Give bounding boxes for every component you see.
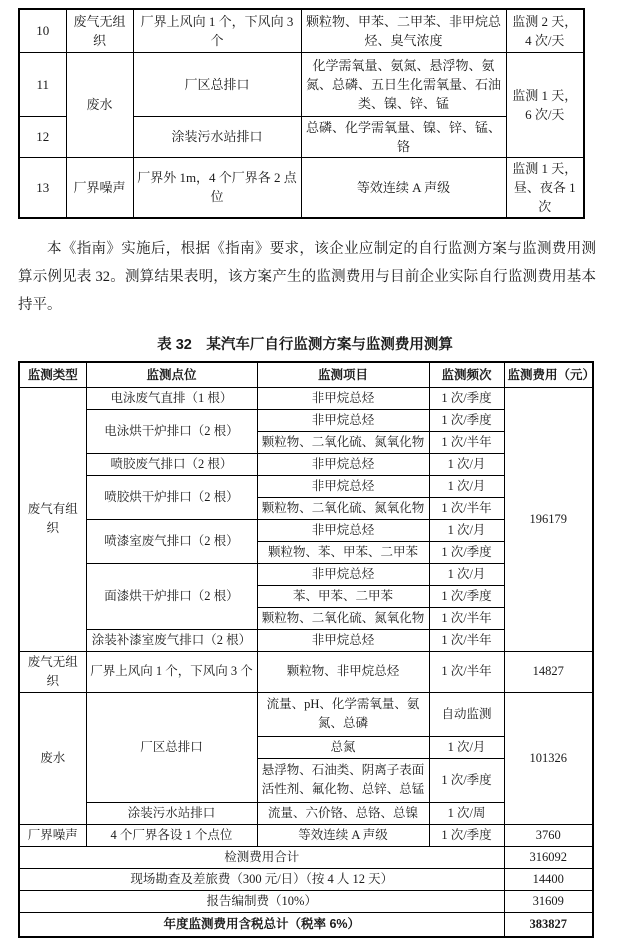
table-cell: 非甲烷总烃 [257, 563, 429, 585]
table-cell: 14827 [504, 651, 593, 692]
table-cell: 监测 1 天，6 次/天 [506, 52, 584, 157]
table-cell: 厂界外 1m，4 个厂界各 2 点位 [133, 157, 301, 218]
table-cell: 1 次/季度 [429, 824, 504, 846]
table-cell: 涂装污水站排口 [86, 802, 257, 824]
table-32-monitoring-plan-and-cost [18, 361, 594, 938]
table-cell: 1 次/半年 [429, 629, 504, 651]
table-cell: 悬浮物、石油类、阴离子表面活性剂、氟化物、总锌、总锰 [257, 758, 429, 802]
table-cell: 颗粒物、甲苯、二甲苯、非甲烷总烃、臭气浓度 [301, 9, 506, 52]
table-cell: 13 [19, 157, 66, 218]
table-cell: 1 次/季度 [429, 758, 504, 802]
table-cell: 废气无组织 [19, 651, 86, 692]
table-cell: 1 次/周 [429, 802, 504, 824]
body-paragraph: 本《指南》实施后，根据《指南》要求，该企业应制定的自行监测方案与监测费用测算示例见表 32。测算结果表明，该方案产生的监测费用与目前企业实际自行监测费用基本持平。 [18, 240, 596, 313]
header-cell: 监测费用（元） [504, 362, 593, 387]
table-cell: 等效连续 A 声级 [257, 824, 429, 846]
table-cell: 厂界上风向 1 个，下风向 3 个 [86, 651, 257, 692]
table-32-caption: 表 32 某汽车厂自行监测方案与监测费用测算 [157, 337, 453, 353]
table-cell: 10 [19, 9, 66, 52]
table-cell: 1 次/季度 [429, 541, 504, 563]
table-cell: 自动监测 [429, 692, 504, 736]
table-cell: 非甲烷总烃 [257, 453, 429, 475]
table-cell: 流量、六价铬、总铬、总镍 [257, 802, 429, 824]
table-cell: 101326 [504, 692, 593, 824]
table-cell: 1 次/季度 [429, 387, 504, 409]
table-cell: 316092 [504, 846, 593, 868]
table-cell: 颗粒物、非甲烷总烃 [257, 651, 429, 692]
table-cell: 年度监测费用含税总计（税率 6%） [19, 912, 504, 937]
table-cell: 苯、甲苯、二甲苯 [257, 585, 429, 607]
table-cell: 1 次/月 [429, 563, 504, 585]
table-cell: 喷胶烘干炉排口（2 根） [86, 475, 257, 519]
header-cell: 监测类型 [19, 362, 86, 387]
table-cell: 颗粒物、二氧化硫、氮氧化物 [257, 431, 429, 453]
table-cell: 1 次/半年 [429, 651, 504, 692]
table-cell: 电泳烘干炉排口（2 根） [86, 409, 257, 453]
table-cell: 颗粒物、二氧化硫、氮氧化物 [257, 497, 429, 519]
table-cell: 非甲烷总烃 [257, 519, 429, 541]
table-cell: 颗粒物、苯、甲苯、二甲苯 [257, 541, 429, 563]
table-cell: 厂界噪声 [66, 157, 133, 218]
header-cell: 监测项目 [257, 362, 429, 387]
table-cell: 监测 1 天，昼、夜各 1 次 [506, 157, 584, 218]
table-cell: 4 个厂界各设 1 个点位 [86, 824, 257, 846]
table-cell: 1 次/月 [429, 453, 504, 475]
table-cell: 1 次/月 [429, 519, 504, 541]
table-cell: 涂装补漆室废气排口（2 根） [86, 629, 257, 651]
table-cell: 厂区总排口 [133, 52, 301, 116]
table-cell: 喷胶废气排口（2 根） [86, 453, 257, 475]
table-cell: 11 [19, 52, 66, 116]
table-cell: 196179 [504, 387, 593, 651]
table-cell: 14400 [504, 868, 593, 890]
header-cell: 监测频次 [429, 362, 504, 387]
table-cell: 非甲烷总烃 [257, 475, 429, 497]
table-cell: 3760 [504, 824, 593, 846]
table-cell: 1 次/月 [429, 475, 504, 497]
table-cell: 1 次/半年 [429, 607, 504, 629]
table-cell: 等效连续 A 声级 [301, 157, 506, 218]
table-cell: 1 次/季度 [429, 409, 504, 431]
table-cell: 流量、pH、化学需氧量、氨氮、总磷 [257, 692, 429, 736]
table-cell: 总磷、化学需氧量、镍、锌、锰、铬 [301, 116, 506, 157]
table-cell: 厂区总排口 [86, 692, 257, 802]
table-cell: 废气有组织 [19, 387, 86, 651]
table-cell: 12 [19, 116, 66, 157]
table-cell: 非甲烷总烃 [257, 409, 429, 431]
table-cell: 废水 [66, 52, 133, 157]
table-cell: 监测 2 天，4 次/天 [506, 9, 584, 52]
table-cell: 检测费用合计 [19, 846, 504, 868]
table-cell: 废气无组织 [66, 9, 133, 52]
table-cell: 报告编制费（10%） [19, 890, 504, 912]
table-cell: 电泳废气直排（1 根） [86, 387, 257, 409]
table-cell: 31609 [504, 890, 593, 912]
table-cell: 1 次/半年 [429, 431, 504, 453]
table-cell: 现场勘查及差旅费（300 元/日）（按 4 人 12 天） [19, 868, 504, 890]
table-cell: 喷漆室废气排口（2 根） [86, 519, 257, 563]
table-cell: 厂界上风向 1 个，下风向 3 个 [133, 9, 301, 52]
header-cell: 监测点位 [86, 362, 257, 387]
table-cell: 总氮 [257, 736, 429, 758]
table-cell: 涂装污水站排口 [133, 116, 301, 157]
table-cell: 化学需氧量、氨氮、悬浮物、氨氮、总磷、五日生化需氧量、石油类、镍、锌、锰 [301, 52, 506, 116]
table-cell: 颗粒物、二氧化硫、氮氧化物 [257, 607, 429, 629]
table-cell: 383827 [504, 912, 593, 937]
table-cell: 1 次/季度 [429, 585, 504, 607]
table-cell: 厂界噪声 [19, 824, 86, 846]
table-cell: 面漆烘干炉排口（2 根） [86, 563, 257, 629]
table-cell: 非甲烷总烃 [257, 629, 429, 651]
table-cell: 1 次/半年 [429, 497, 504, 519]
monitoring-items-table-rows-10-13 [18, 8, 585, 219]
table-cell: 废水 [19, 692, 86, 824]
table-cell: 非甲烷总烃 [257, 387, 429, 409]
table-cell: 1 次/月 [429, 736, 504, 758]
